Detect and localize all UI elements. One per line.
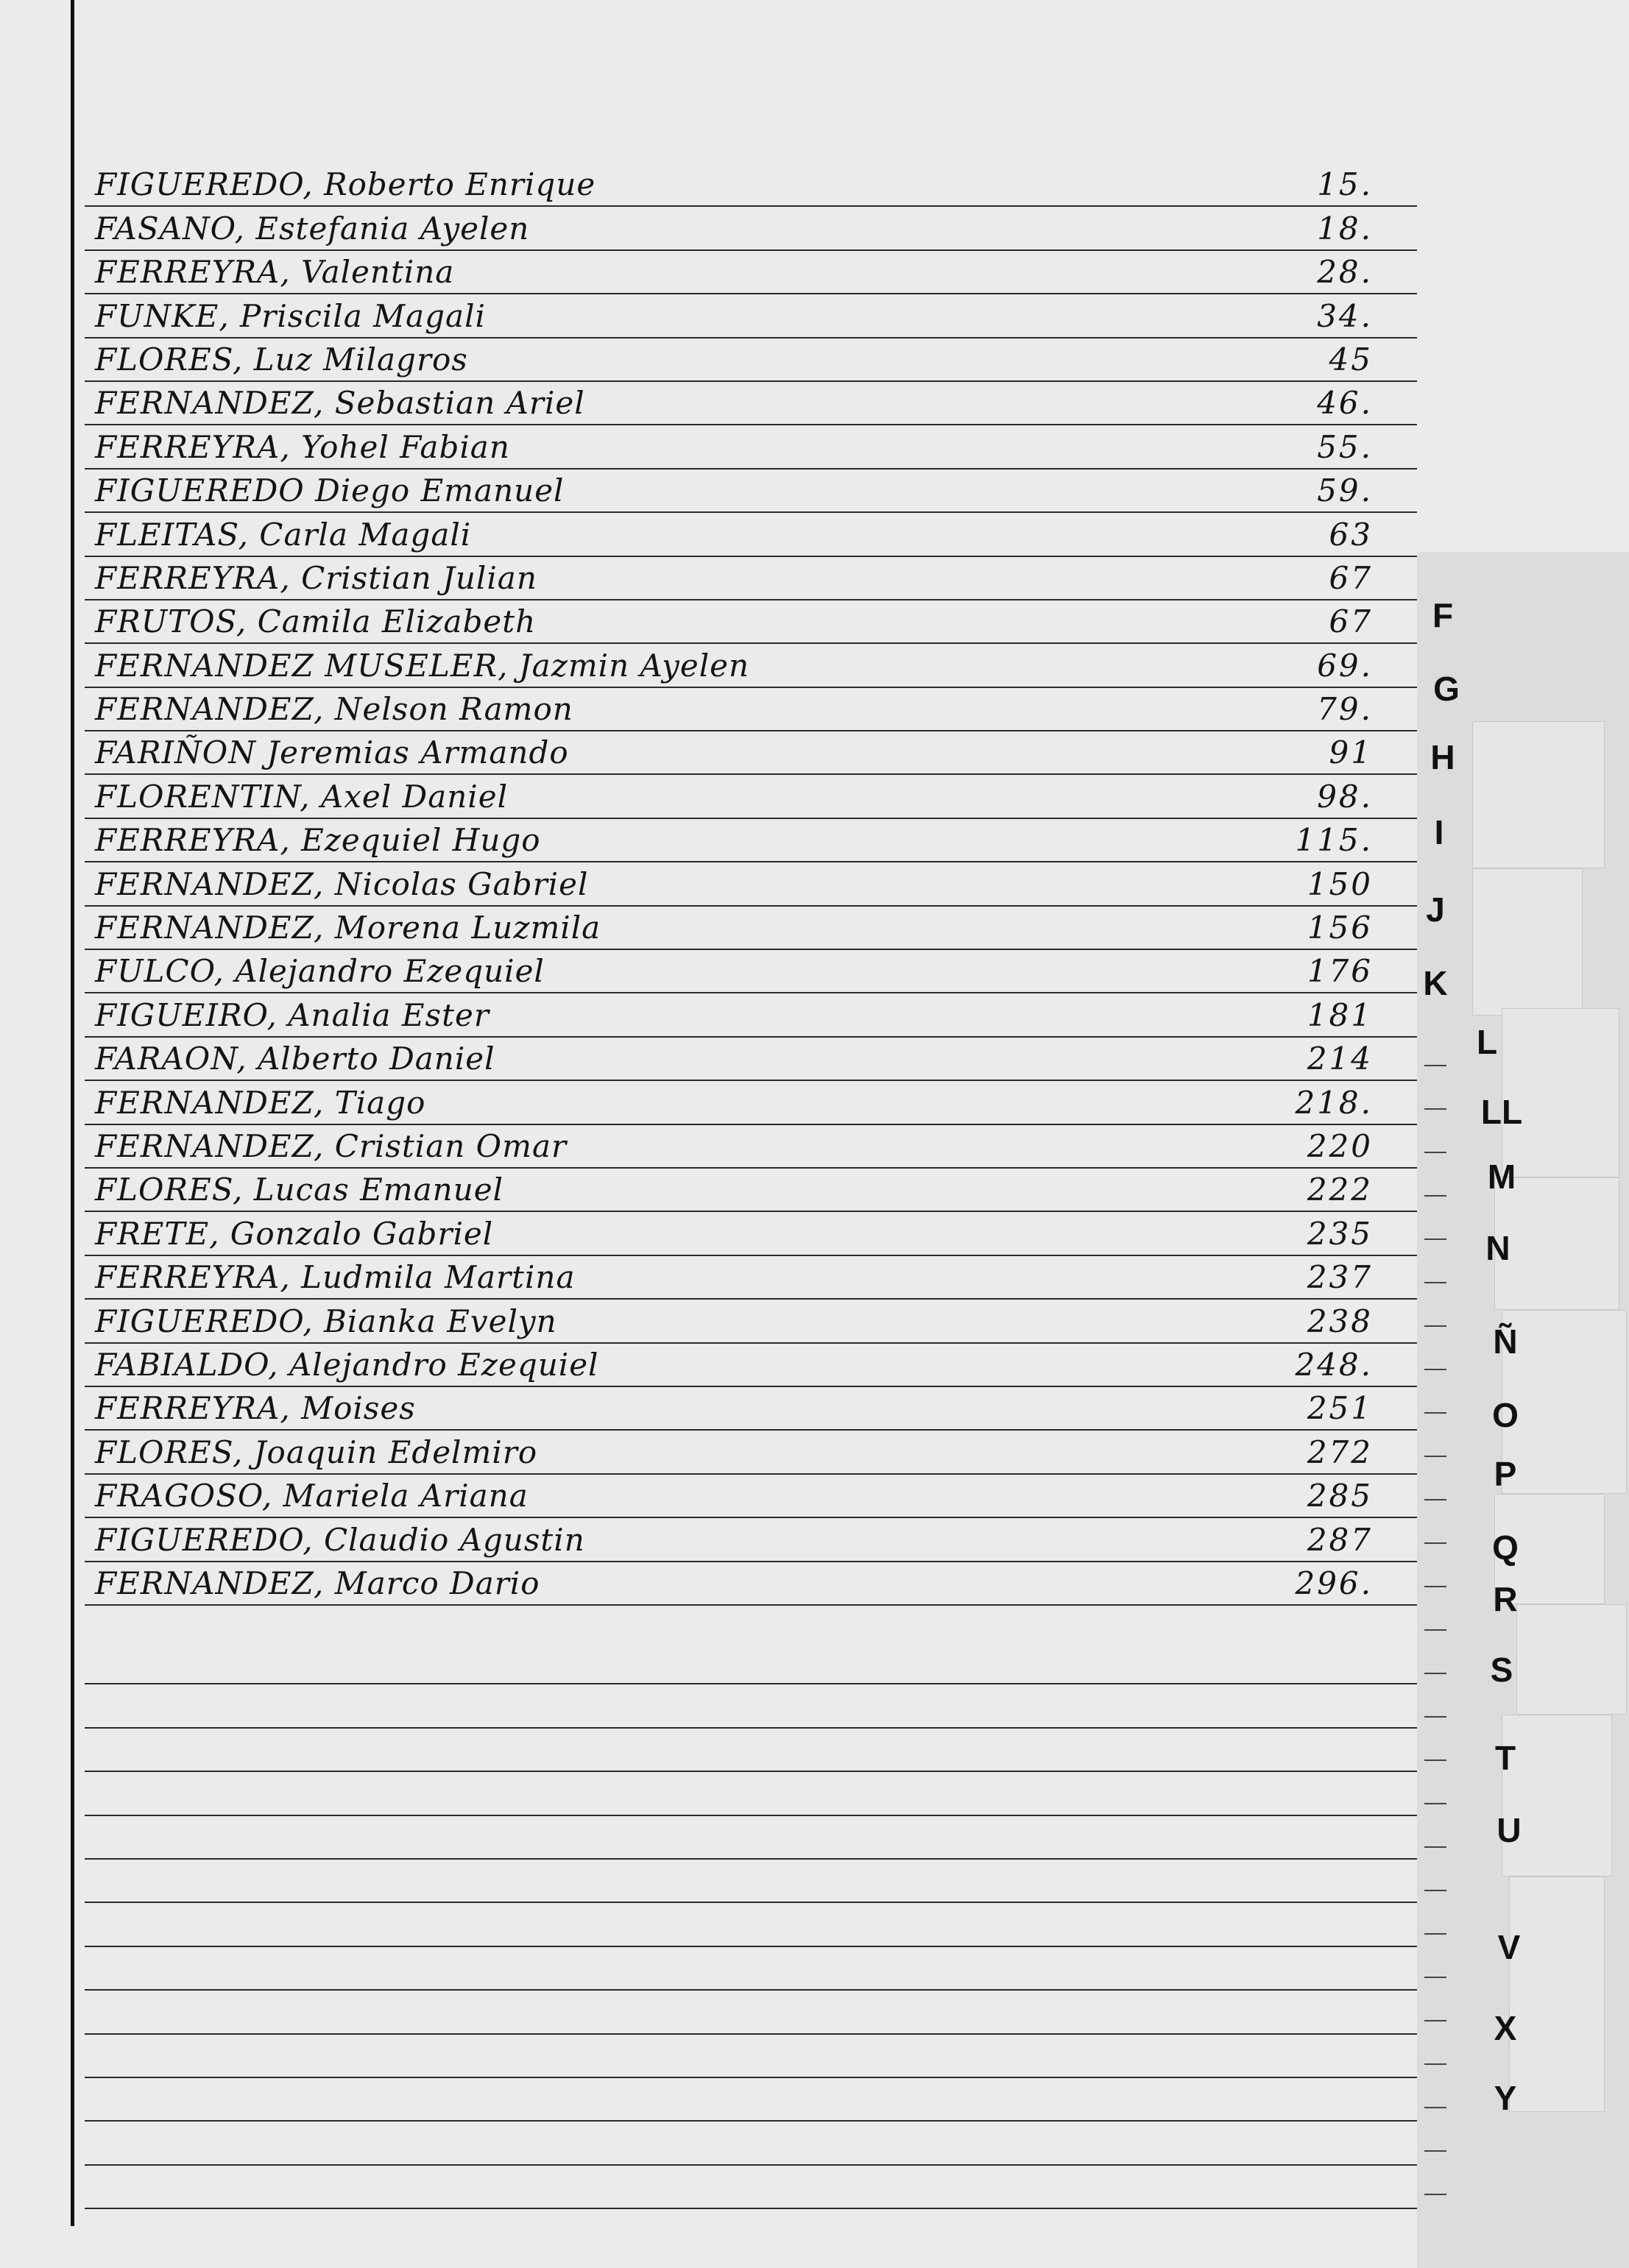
tab-ll[interactable]: LL xyxy=(1480,1093,1523,1131)
ledger-row xyxy=(85,557,1417,600)
tab-tick xyxy=(1424,1110,1446,1153)
ledger-row xyxy=(85,382,1417,425)
tab-ñ[interactable]: Ñ xyxy=(1493,1322,1518,1361)
tab-tick xyxy=(1424,2065,1446,2108)
entry-number: 218. xyxy=(1295,1084,1373,1121)
blank-line xyxy=(85,2122,1417,2165)
tab-tick xyxy=(1424,1848,1446,1891)
tab-tick xyxy=(1424,2108,1446,2152)
margin-rule xyxy=(71,0,74,2226)
ledger-row xyxy=(85,207,1417,250)
entry-name: FLORES, Lucas Emanuel xyxy=(95,1172,504,1208)
blank-line xyxy=(85,1684,1417,1728)
entry-name: FERREYRA, Cristian Julian xyxy=(95,559,537,596)
entry-name: FERNANDEZ, Morena Luzmila xyxy=(95,910,601,946)
entry-name: FERNANDEZ, Nelson Ramon xyxy=(95,691,573,728)
tab-tick xyxy=(1424,2152,1446,2195)
tab-l[interactable]: L xyxy=(1476,1023,1498,1061)
tab-o[interactable]: O xyxy=(1492,1396,1519,1434)
entry-number: 98. xyxy=(1317,778,1373,815)
blank-line xyxy=(85,2035,1417,2078)
entry-number: 272 xyxy=(1307,1434,1373,1470)
tab-tick xyxy=(1424,1197,1446,1240)
tab-s[interactable]: S xyxy=(1490,1651,1513,1689)
ledger-row xyxy=(85,339,1417,382)
entry-number: 91 xyxy=(1329,734,1373,771)
tab-g[interactable]: G xyxy=(1433,670,1460,708)
ledger-row xyxy=(85,1256,1417,1300)
tab-i[interactable]: I xyxy=(1434,813,1444,851)
blank-ruled-lines xyxy=(85,1641,1417,2209)
ledger-row xyxy=(85,775,1417,818)
entry-number: 287 xyxy=(1307,1521,1373,1558)
ledger-row xyxy=(85,1562,1417,1606)
ledger-row xyxy=(85,1518,1417,1562)
tab-k[interactable]: K xyxy=(1423,964,1448,1002)
entry-number: 220 xyxy=(1307,1127,1373,1164)
ledger-row xyxy=(85,163,1417,207)
entry-number: 176 xyxy=(1307,953,1373,990)
tab-tick xyxy=(1424,1457,1446,1500)
tab-x[interactable]: X xyxy=(1494,2009,1517,2047)
entry-name: FULCO, Alejandro Ezequiel xyxy=(95,953,545,990)
entry-name: FIGUEREDO, Bianka Evelyn xyxy=(95,1303,557,1339)
entry-name: FUNKE, Priscila Magali xyxy=(95,297,486,334)
entry-number: 296. xyxy=(1295,1564,1373,1601)
tab-tick xyxy=(1424,1327,1446,1370)
tab-p[interactable]: P xyxy=(1494,1455,1517,1493)
entry-number: 15. xyxy=(1317,166,1373,203)
blank-line xyxy=(85,2078,1417,2122)
tab-tick xyxy=(1424,1153,1446,1197)
tab-tick xyxy=(1424,2021,1446,2065)
entry-number: 63 xyxy=(1329,516,1373,553)
tab-tick xyxy=(1424,1240,1446,1283)
tab-tick xyxy=(1424,1761,1446,1804)
tab-tick-marks xyxy=(1424,1023,1446,2195)
ledger-row xyxy=(85,950,1417,993)
blank-line xyxy=(85,1641,1417,1684)
ledger-row xyxy=(85,1344,1417,1387)
entry-name: FERNANDEZ, Sebastian Ariel xyxy=(95,385,585,422)
entry-number: 248. xyxy=(1295,1346,1373,1383)
tab-t[interactable]: T xyxy=(1494,1739,1516,1777)
ledger-row xyxy=(85,513,1417,556)
tab-j[interactable]: J xyxy=(1426,890,1445,929)
tab-tick xyxy=(1424,1891,1446,1935)
entry-number: 79. xyxy=(1317,691,1373,728)
entry-name: FERNANDEZ, Marco Dario xyxy=(95,1564,540,1601)
ledger-row xyxy=(85,1081,1417,1124)
ledger-row xyxy=(85,251,1417,294)
entry-name: FIGUEREDO, Claudio Agustin xyxy=(95,1521,585,1558)
entry-name: FERREYRA, Valentina xyxy=(95,254,455,291)
ledger-row xyxy=(85,819,1417,862)
entry-number: 214 xyxy=(1307,1041,1373,1077)
tab-tick xyxy=(1424,1500,1446,1544)
ledger-row xyxy=(85,644,1417,687)
tab-tick xyxy=(1424,1023,1446,1066)
ledger-row xyxy=(85,294,1417,338)
entry-number: 55. xyxy=(1317,428,1373,465)
tab-tick xyxy=(1424,1978,1446,2021)
tab-h[interactable]: H xyxy=(1430,738,1455,776)
tab-tick xyxy=(1424,1631,1446,1674)
entry-name: FIGUEREDO, Roberto Enrique xyxy=(95,166,596,203)
blank-line xyxy=(85,2166,1417,2209)
entry-number: 150 xyxy=(1307,865,1373,902)
blank-line xyxy=(85,1903,1417,1946)
tab-tick xyxy=(1424,1718,1446,1761)
entry-number: 67 xyxy=(1329,603,1373,640)
ledger-row xyxy=(85,907,1417,950)
tab-tick xyxy=(1424,1283,1446,1327)
entry-name: FERREYRA, Ezequiel Hugo xyxy=(95,822,541,859)
tab-panel xyxy=(1472,868,1583,1016)
entry-name: FRAGOSO, Mariela Ariana xyxy=(95,1478,529,1514)
entry-number: 285 xyxy=(1307,1478,1373,1514)
entry-name: FASANO, Estefania Ayelen xyxy=(95,210,530,247)
entry-number: 237 xyxy=(1307,1259,1373,1296)
entry-number: 251 xyxy=(1307,1390,1373,1427)
blank-line xyxy=(85,1729,1417,1772)
entry-number: 45 xyxy=(1329,341,1373,378)
blank-line xyxy=(85,1816,1417,1860)
entry-number: 156 xyxy=(1307,910,1373,946)
entry-name: FARIÑON Jeremias Armando xyxy=(95,734,569,771)
ledger-row xyxy=(85,1475,1417,1518)
entry-name: FERNANDEZ MUSELER, Jazmin Ayelen xyxy=(95,647,750,684)
entry-number: 18. xyxy=(1317,210,1373,247)
entry-name: FRETE, Gonzalo Gabriel xyxy=(95,1215,494,1252)
tab-tick xyxy=(1424,1066,1446,1110)
tab-q[interactable]: Q xyxy=(1492,1528,1519,1567)
entry-number: 238 xyxy=(1307,1303,1373,1339)
tab-u[interactable]: U xyxy=(1497,1811,1522,1849)
tab-f[interactable]: F xyxy=(1432,596,1454,634)
ledger-row xyxy=(85,688,1417,731)
entry-name: FERNANDEZ, Nicolas Gabriel xyxy=(95,865,589,902)
ledger-row xyxy=(85,1125,1417,1169)
entry-number: 69. xyxy=(1317,647,1373,684)
tab-tick xyxy=(1424,1674,1446,1718)
ledger-row xyxy=(85,469,1417,513)
ledger-row xyxy=(85,1387,1417,1431)
ledger-row xyxy=(85,1300,1417,1343)
blank-line xyxy=(85,1772,1417,1815)
entry-number: 235 xyxy=(1307,1215,1373,1252)
tab-m[interactable]: M xyxy=(1487,1158,1516,1196)
ledger-row xyxy=(85,1169,1417,1212)
ledger-row xyxy=(85,1038,1417,1081)
entry-name: FERREYRA, Moises xyxy=(95,1390,416,1427)
tab-tick xyxy=(1424,1587,1446,1631)
entry-name: FIGUEIRO, Analia Ester xyxy=(95,996,490,1033)
entry-number: 115. xyxy=(1295,822,1373,859)
tab-tick xyxy=(1424,1804,1446,1848)
tab-panel xyxy=(1516,1604,1627,1715)
entry-number: 59. xyxy=(1317,472,1373,509)
ledger-row xyxy=(85,862,1417,906)
ledger-row xyxy=(85,1431,1417,1474)
ledger-row xyxy=(85,600,1417,644)
ledger-row xyxy=(85,731,1417,775)
tab-v[interactable]: V xyxy=(1497,1928,1521,1966)
blank-line xyxy=(85,1860,1417,1903)
tab-panel xyxy=(1472,721,1605,868)
entry-name: FERNANDEZ, Tiago xyxy=(95,1084,426,1121)
tab-tick xyxy=(1424,1544,1446,1587)
blank-line xyxy=(85,1991,1417,2034)
entry-number: 34. xyxy=(1317,297,1373,334)
entry-list xyxy=(85,163,1417,1606)
blank-line xyxy=(85,1947,1417,1991)
ledger-row xyxy=(85,993,1417,1037)
entry-number: 181 xyxy=(1307,996,1373,1033)
entry-name: FLORENTIN, Axel Daniel xyxy=(95,778,509,815)
tab-n[interactable]: N xyxy=(1485,1229,1510,1267)
entry-name: FABIALDO, Alejandro Ezequiel xyxy=(95,1346,599,1383)
entry-name: FIGUEREDO Diego Emanuel xyxy=(95,472,565,509)
entry-name: FRUTOS, Camila Elizabeth xyxy=(95,603,537,640)
entry-name: FARAON, Alberto Daniel xyxy=(95,1041,495,1077)
ledger-row xyxy=(85,1212,1417,1255)
entry-number: 46. xyxy=(1317,385,1373,422)
tab-r[interactable]: R xyxy=(1493,1580,1518,1618)
entry-name: FLEITAS, Carla Magali xyxy=(95,516,472,553)
entry-name: FERNANDEZ, Cristian Omar xyxy=(95,1127,568,1164)
entry-number: 222 xyxy=(1307,1172,1373,1208)
entry-name: FERREYRA, Yohel Fabian xyxy=(95,428,510,465)
tab-tick xyxy=(1424,1414,1446,1457)
entry-name: FLORES, Joaquin Edelmiro xyxy=(95,1434,538,1470)
ledger-row xyxy=(85,425,1417,469)
entry-number: 28. xyxy=(1317,254,1373,291)
entry-name: FLORES, Luz Milagros xyxy=(95,341,468,378)
tab-tick xyxy=(1424,1370,1446,1414)
tab-tick xyxy=(1424,1935,1446,1978)
tab-y[interactable]: Y xyxy=(1494,2079,1517,2117)
entry-number: 67 xyxy=(1329,559,1373,596)
entry-name: FERREYRA, Ludmila Martina xyxy=(95,1259,576,1296)
tab-panel xyxy=(1509,1877,1605,2112)
